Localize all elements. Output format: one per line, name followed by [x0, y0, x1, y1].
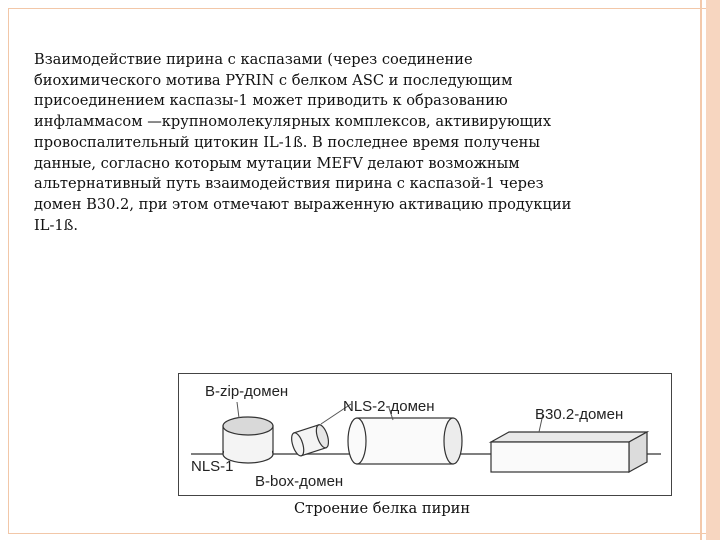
bbox-label: B-box-домен: [255, 473, 344, 490]
bbox-domain-shape: [289, 423, 331, 457]
nls2-label: NLS-2-домен: [343, 398, 435, 415]
nls2-domain-shape: [348, 418, 462, 464]
slide-edge-accent: [706, 0, 720, 540]
b302-label: B30.2-домен: [535, 406, 624, 423]
bzip-label: B-zip-домен: [205, 383, 289, 400]
b302-domain-shape: [491, 432, 647, 472]
nls1-label: NLS-1: [191, 458, 234, 475]
bzip-domain-shape: [223, 417, 273, 463]
slide-paragraph: Взаимодействие пирина с каспазами (через соединение биохимического мотива PYRIN с белком ASC и последующим присоединением каспазы-1 может приводить к образованию инфламмасом —крупномолекулярных комплексов, активирующих провоспалительный цитокин IL-1ß. В последнее время получены данные, согласно которым мутации MEFV делают возможным альтернативный путь взаимодействия пирина с каспазой-1 через домен B30.2, при этом отмечают выраженную активацию продукции IL-1ß.: [34, 51, 572, 234]
slide-edge-stripe: [700, 0, 702, 540]
bzip-pointer: [237, 402, 239, 418]
diagram-caption: Строение белка пирин: [294, 500, 471, 517]
protein-domain-illustration: [179, 374, 671, 495]
pyrin-structure-diagram: [178, 373, 672, 496]
